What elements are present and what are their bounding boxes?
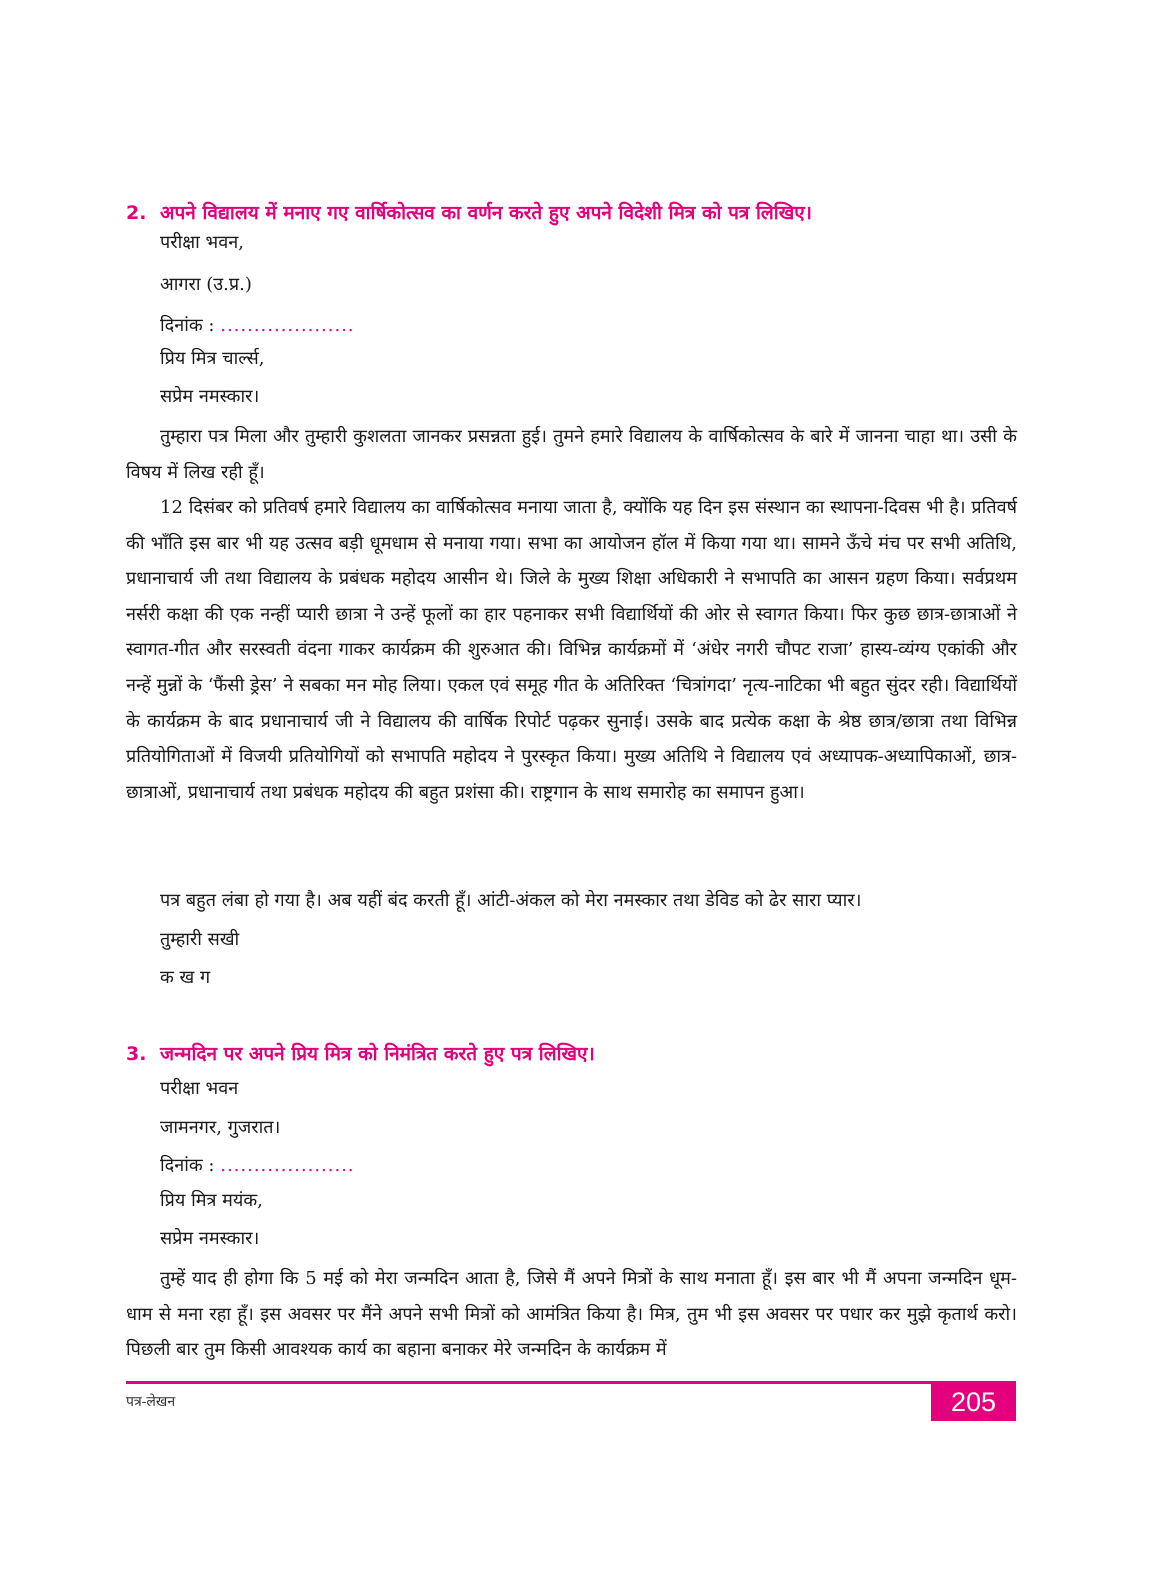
question-2-heading (126, 199, 1026, 225)
letter-paragraph-1: तुम्हारा पत्र मिला और तुम्हारी कुशलता जानकर प्रसन्नता हुई। तुमने हमारे विद्यालय के वार्षिकोत्सव के बारे में जानना चाहा था। उसी के विषय में लिख रही हूँ। (126, 426, 1017, 483)
letter-paragraph-3: पत्र बहुत लंबा हो गया है। अब यहीं बंद करती हूँ। आंटी-अंकल को मेरा नमस्कार तथा डेविड को ढेर सारा प्यार। (160, 890, 862, 911)
date-line (160, 1153, 355, 1177)
letter-paragraph-1: तुम्हें याद ही होगा कि 5 मई को मेरा जन्मदिन आता है, जिसे मैं अपने मित्रों के साथ मनाता हूँ। इस बार भी मैं अपना जन्मदिन धूम-धाम से मना रहा हूँ। इस अवसर पर मैंने अपने सभी मित्रों को आमंत्रित किया है। मित्र, तुम भी इस अवसर पर पधार कर मुझे कृतार्थ करो। पिछली बार तुम किसी आवश्यक कार्य का बहाना बनाकर मेरे जन्मदिन के कार्यक्रम में (126, 1268, 1017, 1361)
greeting: सप्रेम नमस्कार। (160, 1228, 260, 1249)
page-number: 205 (931, 1383, 1016, 1421)
closing: तुम्हारी सखी (160, 929, 240, 950)
address-line-2: जामनगर, गुजरात। (160, 1117, 281, 1138)
question-number: 2. (126, 202, 147, 224)
date-label: दिनांक : (160, 315, 215, 336)
salutation: प्रिय मित्र चार्ल्स, (160, 348, 265, 369)
chapter-label: पत्र-लेखन (126, 1394, 176, 1410)
letter-paragraph-2: 12 दिसंबर को प्रतिवर्ष हमारे विद्यालय का वार्षिकोत्सव मनाया जाता है, क्योंकि यह दिन इस संस्थान का स्थापना-दिवस भी है। प्रतिवर्ष की भाँति इस बार भी यह उत्सव बड़ी धूमधाम से मनाया गया। सभा का आयोजन हॉल में किया गया था। सामने ऊँचे मंच पर सभी अतिथि, प्रधानाचार्य जी तथा विद्यालय के प्रबंधक महोदय आसीन थे। जिले के मुख्य शिक्षा अधिकारी ने सभापति का आसन ग्रहण किया। सर्वप्रथम नर्सरी कक्षा की एक नन्हीं प्यारी छात्रा ने उन्हें फूलों का हार पहनाकर सभी विद्यार्थियों की ओर से स्वागत किया। फिर कुछ छात्र-छात्राओं ने स्वागत-गीत और सरस्वती वंदना गाकर कार्यक्रम की शुरुआत की। विभिन्न कार्यक्रमों में ‘अंधेर नगरी चौपट राजा’ हास्य-व्यंग्य एकांकी और नन्हें मुन्नों के ‘फैंसी ड्रेस’ ने सबका मन मोह लिया। एकल एवं समूह गीत के अतिरिक्त ‘चित्रांगदा’ नृत्य-नाटिका भी बहुत सुंदर रही। विद्यार्थियों के कार्यक्रम के बाद प्रधानाचार्य जी ने विद्यालय की वार्षिक रिपोर्ट पढ़कर सुनाई। उसके बाद प्रत्येक कक्षा के श्रेष्ठ छात्र/छात्रा तथा विभिन्न प्रतियोगिताओं में विजयी प्रतियोगियों को सभापति महोदय ने पुरस्कृत किया। मुख्य अतिथि ने विद्यालय एवं अध्यापक-अध्यापिकाओं, छात्र-छात्राओं, प्रधानाचार्य तथा प्रबंधक महोदय की बहुत प्रशंसा की। राष्ट्रगान के साथ समारोह का समापन हुआ। (126, 497, 1017, 803)
date-dots: .................... (220, 315, 355, 336)
question-title: जन्मदिन पर अपने प्रिय मित्र को निमंत्रित करते हुए पत्र लिखिए। (160, 1043, 595, 1065)
question-title: अपने विद्यालय में मनाए गए वार्षिकोत्सव का वर्णन करते हुए अपने विदेशी मित्र को पत्र लिखिए। (160, 202, 812, 224)
signature: क ख ग (160, 967, 211, 988)
address-line-2: आगरा (उ.प्र.) (160, 274, 252, 295)
date-line (160, 313, 355, 337)
address-line-1: परीक्षा भवन, (160, 232, 244, 253)
greeting: सप्रेम नमस्कार। (160, 386, 260, 407)
question-number: 3. (126, 1043, 147, 1065)
salutation: प्रिय मित्र मयंक, (160, 1190, 263, 1211)
date-label: दिनांक : (160, 1155, 215, 1176)
date-dots: .................... (220, 1155, 355, 1176)
address-line-1: परीक्षा भवन (160, 1078, 239, 1099)
question-3-heading (126, 1040, 1026, 1066)
footer-rule (126, 1381, 1016, 1384)
